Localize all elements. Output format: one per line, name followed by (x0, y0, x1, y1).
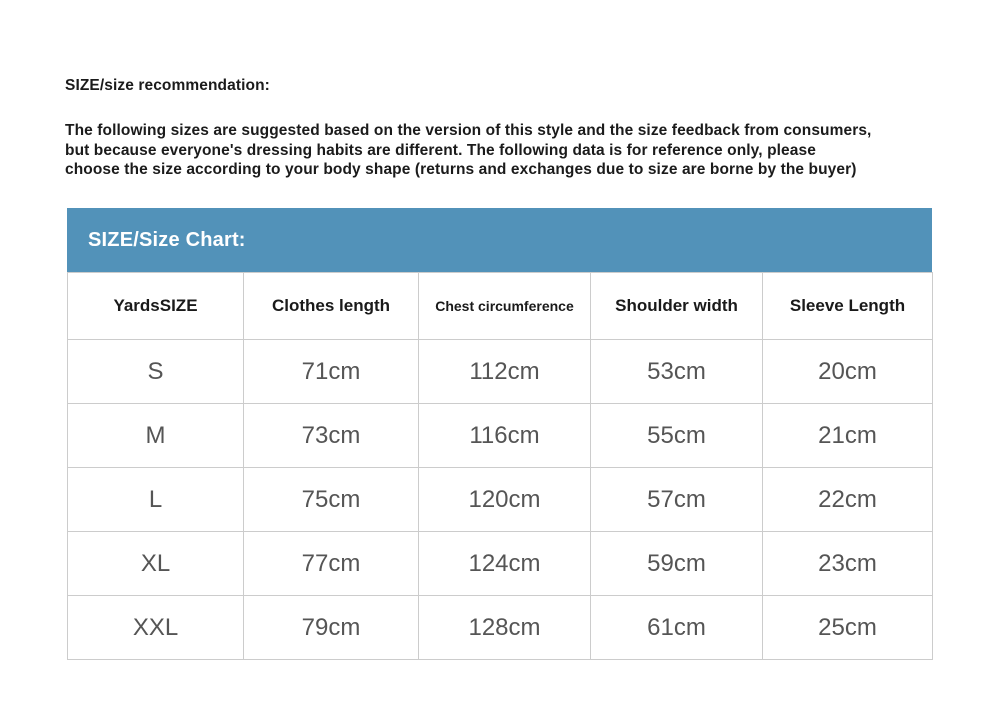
shoulder-width-cell: 59cm (591, 532, 763, 596)
chest-circumference-cell: 120cm (419, 468, 591, 532)
sleeve-length-cell: 23cm (763, 532, 933, 596)
size-cell: L (68, 468, 244, 532)
size-recommendation-heading: SIZE/size recommendation: (65, 77, 270, 94)
column-header-size: YardsSIZE (68, 273, 244, 340)
paragraph-line-3: choose the size according to your body shape (returns and exchanges due to size are borne by the buyer) (65, 161, 857, 178)
size-recommendation-paragraph (65, 121, 871, 180)
shoulder-width-cell: 57cm (591, 468, 763, 532)
column-header-clothes-length: Clothes length (244, 273, 419, 340)
sleeve-length-cell: 25cm (763, 596, 933, 660)
size-cell: S (68, 340, 244, 404)
size-chart-table (67, 272, 933, 660)
column-header-chest-circumference: Chest circumference (419, 273, 591, 340)
table-row (68, 468, 933, 532)
column-header-shoulder-width: Shoulder width (591, 273, 763, 340)
table-row (68, 340, 933, 404)
table-row (68, 596, 933, 660)
table-row (68, 532, 933, 596)
clothes-length-cell: 79cm (244, 596, 419, 660)
chest-circumference-cell: 128cm (419, 596, 591, 660)
size-cell: XL (68, 532, 244, 596)
table-header-row (68, 273, 933, 340)
shoulder-width-cell: 55cm (591, 404, 763, 468)
clothes-length-cell: 75cm (244, 468, 419, 532)
paragraph-line-1: The following sizes are suggested based on the version of this style and the size feedback from consumers, (65, 122, 872, 139)
table-row (68, 404, 933, 468)
size-cell: M (68, 404, 244, 468)
chest-circumference-cell: 124cm (419, 532, 591, 596)
sleeve-length-cell: 22cm (763, 468, 933, 532)
paragraph-line-2: but because everyone's dressing habits are different. The following data is for reference only, please (65, 141, 816, 159)
clothes-length-cell: 77cm (244, 532, 419, 596)
size-chart-title: SIZE/Size Chart: (88, 228, 246, 251)
size-cell: XXL (68, 596, 244, 660)
sleeve-length-cell: 21cm (763, 404, 933, 468)
chest-circumference-cell: 112cm (419, 340, 591, 404)
chest-circumference-cell: 116cm (419, 404, 591, 468)
shoulder-width-cell: 61cm (591, 596, 763, 660)
clothes-length-cell: 73cm (244, 404, 419, 468)
column-header-sleeve-length: Sleeve Length (763, 273, 933, 340)
shoulder-width-cell: 53cm (591, 340, 763, 404)
sleeve-length-cell: 20cm (763, 340, 933, 404)
size-chart-title-bar (67, 208, 932, 272)
clothes-length-cell: 71cm (244, 340, 419, 404)
